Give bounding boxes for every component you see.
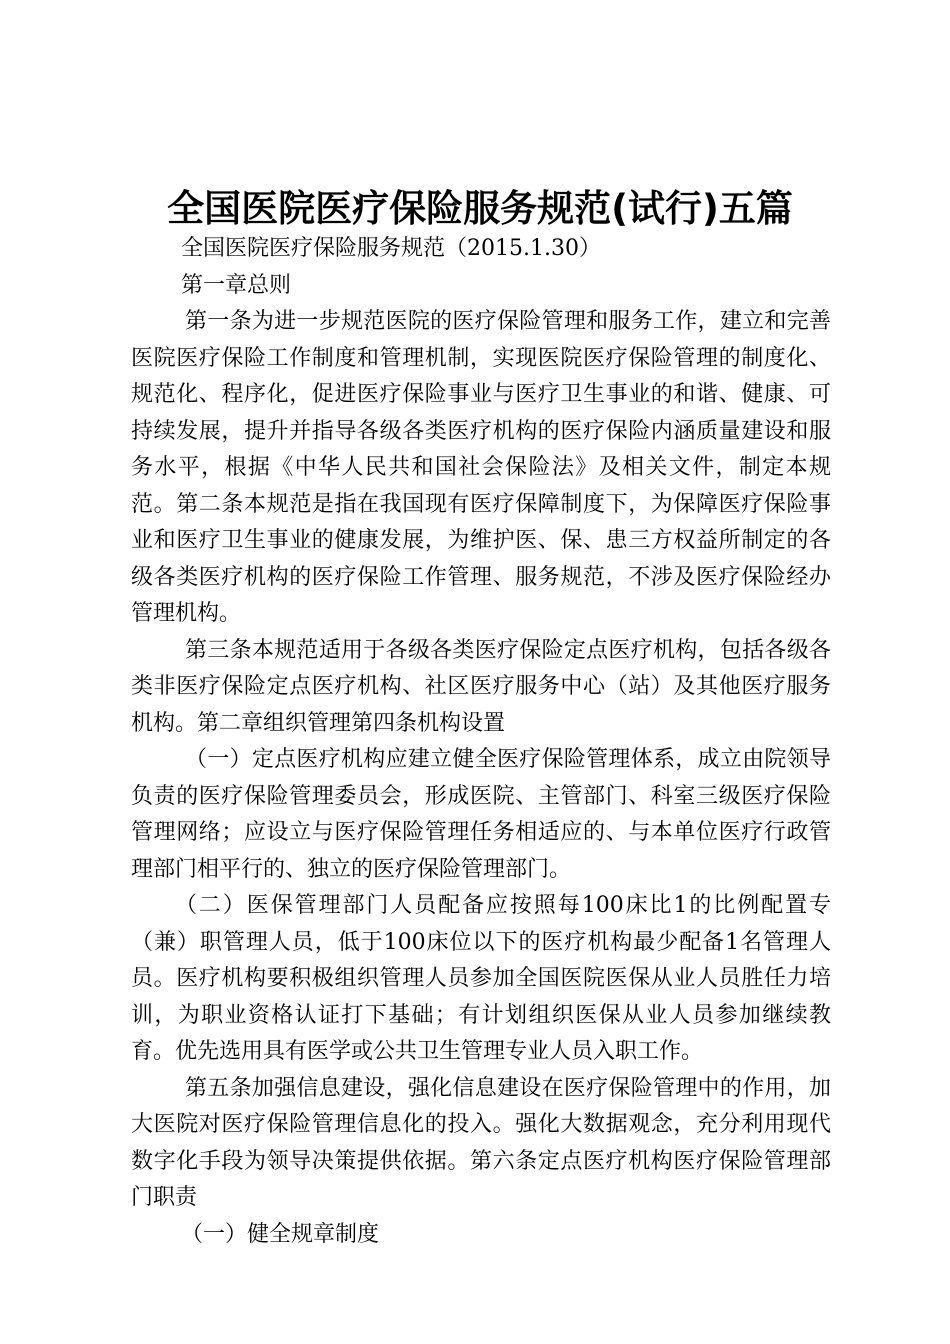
body-paragraph: 第五条加强信息建设，强化信息建设在医疗保险管理中的作用，加大医院对医疗保险管理信息化的投入。强化大数据观念，充分利用现代数字化手段为领导决策提供依据。第六条定点医疗机构医疗保险管理部门职责 (131, 1075, 831, 1210)
body-paragraph: （二）医保管理部门人员配备应按照每100床比1的比例配置专（兼）职管理人员，低于100床位以下的医疗机构最少配备1名管理人员。医疗机构要积极组织管理人员参加全国医院医保从业人员胜任力培训，为职业资格认证打下基础；有计划组织医保从业人员参加继续教育。优先选用具有医学或公共卫生管理专业人员入职工作。 (131, 893, 831, 1064)
body-paragraph: （一）定点医疗机构应建立健全医疗保险管理体系，成立由院领导负责的医疗保险管理委员会，形成医院、主管部门、科室三级医疗保险管理网络；应设立与医疗保险管理任务相适应的、与本单位医疗行政管理部门相平行的、独立的医疗保险管理部门。 (131, 747, 831, 882)
chapter-heading: 第一章总则 (181, 272, 292, 298)
body-paragraph: 第一条为进一步规范医院的医疗保险管理和服务工作，建立和完善医院医疗保险工作制度和管理机制，实现医院医疗保险管理的制度化、规范化、程序化，促进医疗保险事业与医疗卫生事业的和谐、健康、可持续发展，提升并指导各级各类医疗机构的医疗保险内涵质量建设和服务水平，根据《中华人民共和国社会保险法》及相关文件，制定本规范。第二条本规范是指在我国现有医疗保障制度下，为保障医疗保险事业和医疗卫生事业的健康发展，为维护医、保、患三方权益所制定的各级各类医疗机构的医疗保险工作管理、服务规范，不涉及医疗保险经办管理机构。 (131, 309, 831, 626)
document-body (131, 231, 831, 1253)
body-paragraph: 第三条本规范适用于各级各类医疗保险定点医疗机构，包括各级各类非医疗保险定点医疗机构、社区医疗服务中心（站）及其他医疗服务机构。第二章组织管理第四条机构设置 (131, 637, 831, 736)
document-title: 全国医院医疗保险服务规范(试行)五篇 (167, 187, 793, 230)
subsection-heading: （一）健全规章制度 (181, 1221, 380, 1247)
subtitle-line: 全国医院医疗保险服务规范（2015.1.30） (181, 236, 601, 261)
